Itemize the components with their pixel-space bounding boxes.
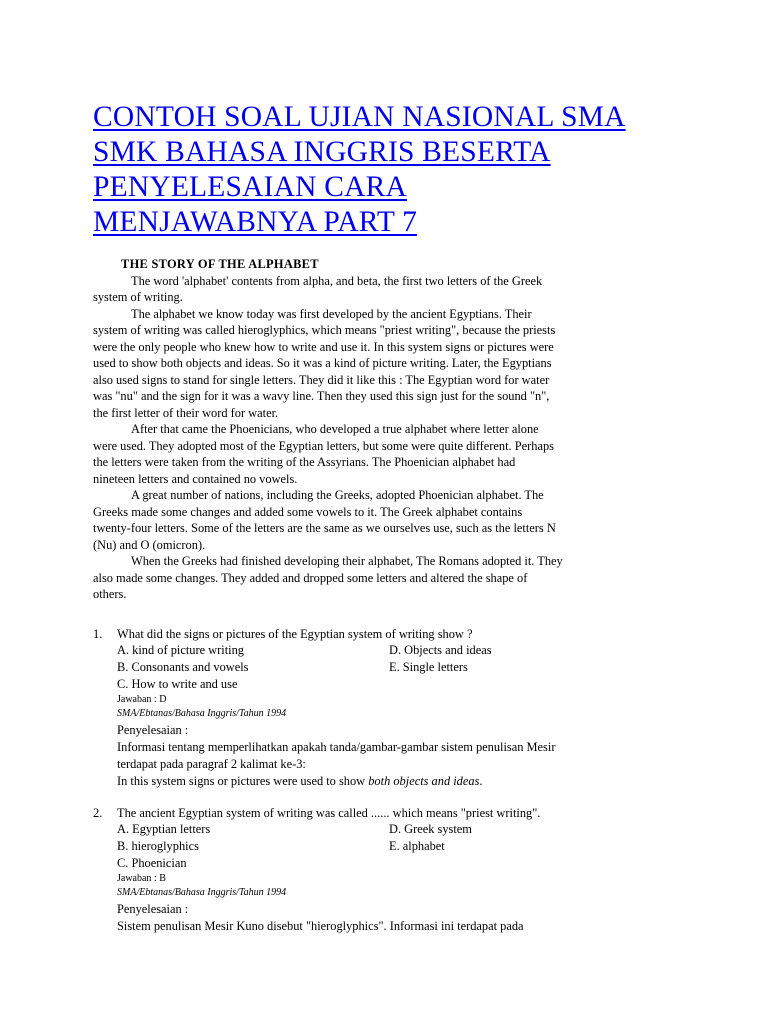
quote-period: .	[479, 774, 483, 788]
option-d: D. Greek system	[389, 822, 472, 836]
paragraph-line: were the only people who knew how to write and use it. In this system signs or pictures were	[93, 339, 554, 354]
paragraph-line: The word 'alphabet' contents from alpha, and beta, the first two letters of the Greek	[131, 273, 543, 288]
option-b: B. hieroglyphics	[117, 839, 199, 853]
solution-quote	[117, 773, 483, 790]
paragraph-line: Greeks made some changes and added some vowels to it. The Greek alphabet contains	[93, 504, 523, 519]
paragraph-line: system of writing.	[93, 290, 183, 304]
title-line[interactable]: MENJAWABNYA PART 7	[93, 206, 418, 238]
paragraph	[93, 421, 653, 487]
answer-source: SMA/Ebtanas/Bahasa Inggris/Tahun 1994	[117, 708, 287, 719]
solution-line: terdapat pada paragraf 2 kalimat ke-3:	[117, 757, 306, 771]
solution-label: Penyelesaian :	[117, 902, 189, 916]
reading-passage	[93, 256, 653, 603]
quote-emphasis: both objects and ideas	[368, 774, 480, 788]
option-a: A. Egyptian letters	[117, 822, 211, 836]
paragraph-line: also made some changes. They added and dropped some letters and altered the shape of	[93, 570, 528, 585]
paragraph-line: After that came the Phoenicians, who developed a true alphabet where letter alone	[131, 422, 539, 436]
paragraph-line: the letters were taken from the writing of the Assyrians. The Phoenician alphabet had	[93, 455, 516, 469]
option-e: E. alphabet	[389, 839, 445, 853]
paragraph	[93, 487, 653, 553]
paragraph-line: (Nu) and O (omicron).	[93, 537, 206, 552]
title-line[interactable]: SMK BAHASA INGGRIS BESERTA	[93, 136, 551, 168]
paragraph	[93, 553, 653, 603]
solution-line: Sistem penulisan Mesir Kuno disebut "hieroglyphics". Informasi ini terdapat pada	[117, 919, 524, 933]
question-number: 2.	[93, 806, 103, 820]
solution-label: Penyelesaian :	[117, 723, 189, 737]
title-line[interactable]: PENYELESAIAN CARA	[93, 171, 407, 203]
solution-line: Informasi tentang memperlihatkan apakah tanda/gambar-gambar sistem penulisan Mesir	[117, 740, 556, 754]
paragraph-line: the first letter of their word for water.	[93, 405, 279, 420]
paragraph-line: When the Greeks had finished developing their alphabet, The Romans adopted it. They	[131, 554, 563, 568]
title-line[interactable]: CONTOH SOAL UJIAN NASIONAL SMA	[93, 101, 626, 133]
option-d: D. Objects and ideas	[389, 643, 492, 657]
question-text: What did the signs or pictures of the Egyptian system of writing show ?	[117, 627, 473, 641]
question-number: 1.	[93, 627, 103, 641]
option-c: C. Phoenician	[117, 856, 187, 870]
paragraph-line: used to show both objects and ideas. So it was a kind of picture writing. Later, the Egyptians	[93, 356, 552, 370]
paragraph-line: system of writing was called hieroglyphics, which means "priest writing", because the priests	[93, 323, 556, 337]
paragraph-line: nineteen letters and contained no vowels.	[93, 471, 298, 486]
answer-key: Jawaban : B	[117, 873, 166, 884]
paragraph	[93, 273, 653, 306]
page-title[interactable]	[93, 100, 733, 240]
paragraph-line: The alphabet we know today was first developed by the ancient Egyptians. Their	[131, 306, 532, 321]
question-text: The ancient Egyptian system of writing was called ...... which means "priest writing".	[117, 806, 541, 820]
passage-heading: THE STORY OF THE ALPHABET	[121, 257, 319, 271]
paragraph-line: others.	[93, 587, 127, 601]
quote-text: In this system signs or pictures were used to show	[117, 774, 369, 788]
option-c: C. How to write and use	[117, 677, 238, 691]
option-e: E. Single letters	[389, 660, 468, 674]
paragraph-line: A great number of nations, including the Greeks, adopted Phoenician alphabet. The	[131, 488, 544, 502]
paragraph-line: twenty-four letters. Some of the letters are the same as we ourselves use, such as the letters N	[93, 521, 556, 535]
paragraph	[93, 306, 653, 422]
answer-key: Jawaban : D	[117, 694, 167, 705]
answer-source: SMA/Ebtanas/Bahasa Inggris/Tahun 1994	[117, 887, 287, 898]
question-1	[93, 626, 693, 796]
question-2	[93, 805, 693, 945]
paragraph-line: was "nu" and the sign for it was a wavy line. Then they used this sign just for the sound "n",	[93, 389, 550, 403]
option-a: A. kind of picture writing	[117, 643, 244, 657]
paragraph-line: also used signs to stand for single letters. They did it like this : The Egyptian word for water	[93, 372, 550, 387]
paragraph-line: were used. They adopted most of the Egyptian letters, but some were quite different. Perhaps	[93, 438, 554, 453]
option-b: B. Consonants and vowels	[117, 660, 249, 674]
